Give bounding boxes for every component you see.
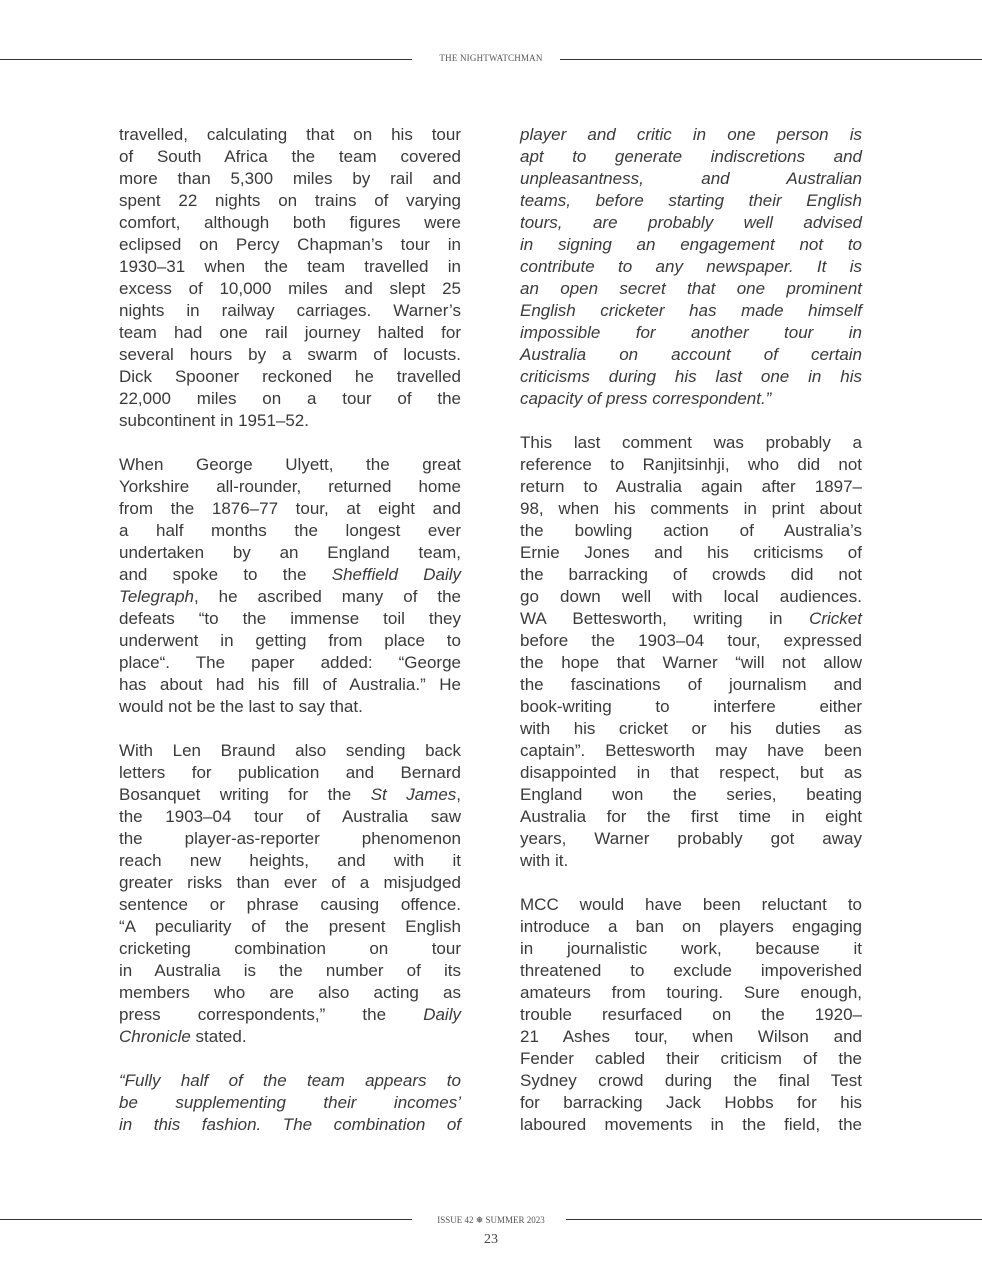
text-line: team had one rail journey halted for [119, 323, 461, 342]
text-line: capacity of press correspondent.” [520, 389, 772, 408]
text-segment: and spoke to the [119, 565, 332, 584]
text-line: in this fashion. The combination of [119, 1115, 461, 1134]
text-line: return to Australia again after 1897– [520, 477, 862, 496]
text-line: of South Africa the team covered [119, 147, 461, 166]
text-line: impossible for another tour in [520, 323, 862, 342]
italic-title: St James [370, 785, 457, 804]
text-line: Australia for the first time in eight [520, 807, 862, 826]
paragraph [520, 894, 862, 1136]
text-line: captain”. Bettesworth may have been [520, 741, 862, 760]
text-line: contribute to any newspaper. It is [520, 257, 862, 276]
text-line: before the 1903–04 tour, expressed [520, 631, 862, 650]
text-line: reference to Ranjitsinhji, who did not [520, 455, 862, 474]
quote-paragraph [119, 1070, 461, 1136]
text-line: book-writing to interfere either [520, 697, 862, 716]
text-line: the barracking of crowds did not [520, 565, 862, 584]
text-line: 1930–31 when the team travelled in [119, 257, 461, 276]
paragraph [520, 432, 862, 872]
text-line: Fender cabled their criticism of the [520, 1049, 862, 1068]
text-line: English cricketer has made himself [520, 301, 862, 320]
text-line: has about had his fill of Australia.” He [119, 675, 461, 694]
text-line: 98, when his comments in print about [520, 499, 862, 518]
text-line: an open secret that one prominent [520, 279, 862, 298]
text-line [119, 1026, 461, 1048]
text-line: travelled, calculating that on his tour [119, 125, 461, 144]
text-line: for barracking Jack Hobbs for his [520, 1093, 862, 1112]
text-segment: press correspondents,” the [119, 1005, 424, 1024]
text-line: threatened to exclude impoverished [520, 961, 862, 980]
text-line: laboured movements in the field, the [520, 1115, 862, 1134]
text-line: comfort, although both figures were [119, 213, 461, 232]
text-segment: stated. [190, 1027, 247, 1046]
paragraph [119, 124, 461, 432]
text-line: amateurs from touring. Sure enough, [520, 983, 862, 1002]
paragraph [119, 454, 461, 718]
text-line: reach new heights, and with it [119, 851, 461, 870]
text-line: with it. [520, 851, 569, 870]
text-line: trouble resurfaced on the 1920– [520, 1005, 862, 1024]
text-line: “A peculiarity of the present English [119, 917, 461, 936]
text-line: years, Warner probably got away [520, 829, 862, 848]
column-right [520, 124, 862, 1158]
text-line: spent 22 nights on trains of varying [119, 191, 461, 210]
text-line: “Fully half of the team appears to [119, 1071, 461, 1090]
text-line: MCC would have been reluctant to [520, 895, 862, 914]
text-line: several hours by a swarm of locusts. [119, 345, 461, 364]
text-line: the hope that Warner “will not allow [520, 653, 862, 672]
text-line: undertaken by an England team, [119, 543, 461, 562]
issue-label: ISSUE 42 ❅ SUMMER 2023 [427, 1215, 555, 1225]
text-line: the fascinations of journalism and [520, 675, 862, 694]
quote-paragraph [520, 124, 862, 410]
text-line: excess of 10,000 miles and slept 25 [119, 279, 461, 298]
page-number: 23 [484, 1232, 498, 1247]
text-line: eclipsed on Percy Chapman’s tour in [119, 235, 461, 254]
text-line [119, 784, 461, 806]
text-line: Yorkshire all-rounder, returned home [119, 477, 461, 496]
text-line: unpleasantness, and Australian [520, 169, 862, 188]
paragraph [119, 740, 461, 1048]
text-line: sentence or phrase causing offence. [119, 895, 461, 914]
text-line: With Len Braund also sending back [119, 741, 461, 760]
text-line: Australia on account of certain [520, 345, 862, 364]
text-line: go down well with local audiences. [520, 587, 862, 606]
text-line: greater risks than ever of a misjudged [119, 873, 461, 892]
text-segment: Bosanquet writing for the [119, 785, 371, 804]
italic-title: Sheffield Daily [331, 565, 461, 584]
text-line: tours, are probably well advised [520, 213, 862, 232]
text-line: cricketing combination on tour [119, 939, 461, 958]
text-line: in signing an engagement not to [520, 235, 862, 254]
text-line: would not be the last to say that. [119, 697, 363, 716]
text-line: the player-as-reporter phenomenon [119, 829, 461, 848]
text-line: player and critic in one person is [520, 125, 862, 144]
text-line: underwent in getting from place to [119, 631, 461, 650]
text-line: disappointed in that respect, but as [520, 763, 862, 782]
text-line: This last comment was probably a [520, 433, 862, 452]
running-header [0, 53, 982, 63]
text-line: be supplementing their incomes’ [119, 1093, 461, 1112]
text-line: more than 5,300 miles by rail and [119, 169, 461, 188]
text-line: from the 1876–77 tour, at eight and [119, 499, 461, 518]
text-line: Dick Spooner reckoned he travelled [119, 367, 461, 386]
text-line: 22,000 miles on a tour of the [119, 389, 461, 408]
text-line: the bowling action of Australia’s [520, 521, 862, 540]
text-line: letters for publication and Bernard [119, 763, 461, 782]
running-footer [0, 1215, 982, 1226]
text-line: teams, before starting their English [520, 191, 862, 210]
publication-title: THE NIGHTWATCHMAN [427, 53, 554, 63]
text-line [520, 608, 862, 630]
text-line: defeats “to the immense toil they [119, 609, 461, 628]
text-line: Ernie Jones and his criticisms of [520, 543, 862, 562]
text-line: apt to generate indiscretions and [520, 147, 862, 166]
text-line: England won the series, beating [520, 785, 862, 804]
text-line: criticisms during his last one in his [520, 367, 862, 386]
column-left [119, 124, 461, 1158]
text-line: in journalistic work, because it [520, 939, 862, 958]
text-line: place“. The paper added: “George [119, 653, 461, 672]
text-line: subcontinent in 1951–52. [119, 411, 309, 430]
text-line: 21 Ashes tour, when Wilson and [520, 1027, 862, 1046]
text-line: with his cricket or his duties as [520, 719, 862, 738]
text-line: nights in railway carriages. Warner’s [119, 301, 461, 320]
text-line [119, 1004, 461, 1026]
text-line [119, 586, 461, 608]
text-line: in Australia is the number of its [119, 961, 461, 980]
text-line: members who are also acting as [119, 983, 461, 1002]
text-line: When George Ulyett, the great [119, 455, 461, 474]
text-segment: WA Bettesworth, writing in [520, 609, 810, 628]
text-line: introduce a ban on players engaging [520, 917, 862, 936]
text-line: the 1903–04 tour of Australia saw [119, 807, 461, 826]
italic-title: Telegraph [119, 587, 194, 606]
text-line: a half months the longest ever [119, 521, 461, 540]
italic-title: Cricket [809, 609, 862, 628]
italic-title: Daily [423, 1005, 461, 1024]
text-segment: , [456, 785, 462, 804]
text-line [119, 564, 461, 586]
text-line: Sydney crowd during the final Test [520, 1071, 862, 1090]
italic-title: Chronicle [119, 1027, 191, 1046]
text-segment: , he ascribed many of the [194, 587, 461, 606]
